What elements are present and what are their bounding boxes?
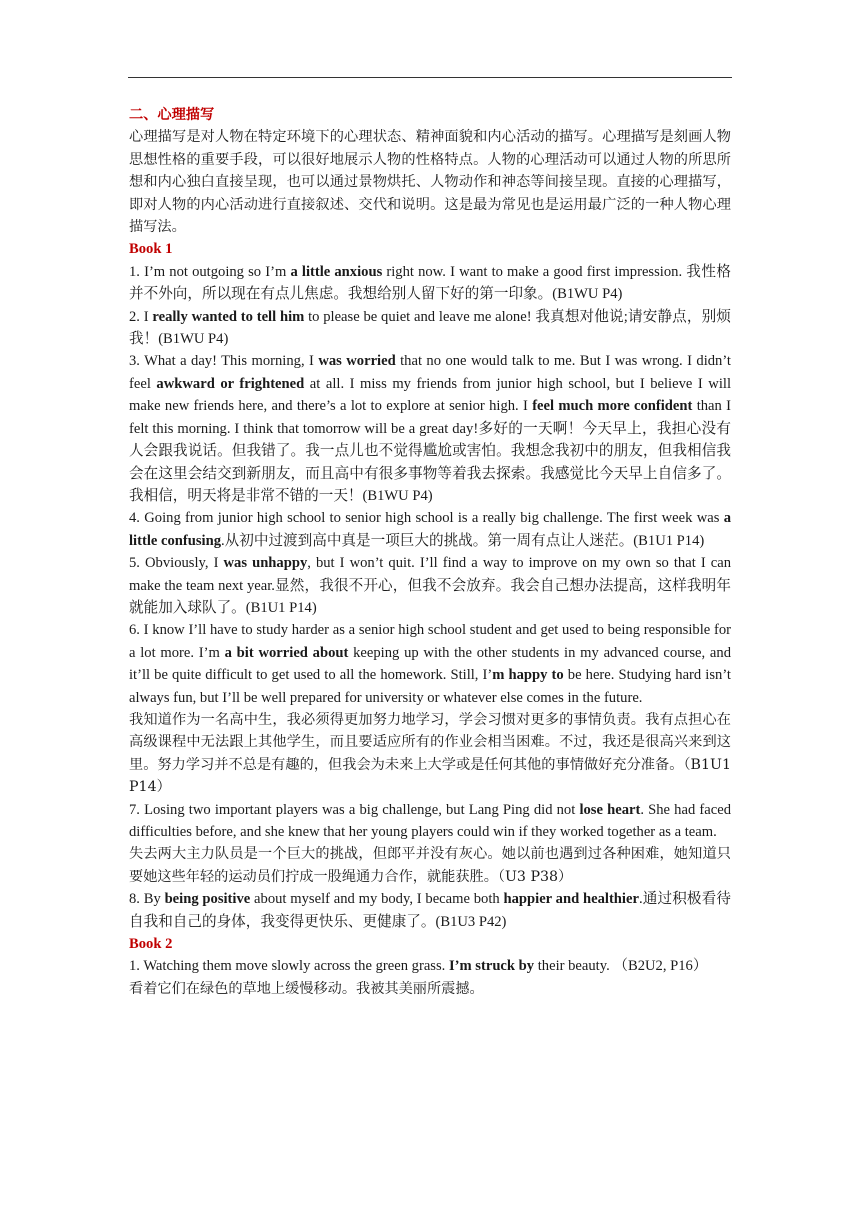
book2-item-1: 1. Watching them move slowly across the green grass. I’m struck by their beauty. （B2U2, P16） [129, 958, 708, 975]
book1-item-1: 1. I’m not outgoing so I’m a little anxious right now. I want to make a good first impression. 我性格并不外向，所以现在有点儿焦虑。我想给别人留下好的第一印象。(B1WU P4) [129, 263, 731, 303]
book1-item-8: 8. By being positive about myself and my body, I became both happier and healthier.通过积极看待自我和自己的身体，我变得更快乐、更健康了。(B1U3 P42) [129, 891, 732, 930]
header-rule [128, 77, 732, 78]
book1-item-5: 5. Obviously, I was unhappy, but I won’t quit. I’ll find a way to improve on my own so that I can make the team next year.显然，我很不开心，但我不会放弃。我会自己想办法提高，这样我明年就能加入球队了。(B1U1 P14) [129, 555, 731, 616]
book1-item-7: 7. Losing two important players was a big challenge, but Lang Ping did not lose heart. She had faced difficulties before, and she knew that her young players could win if they worked together as a team. [129, 801, 731, 840]
book1-item-3: 3. What a day! This morning, I was worried that no one would talk to me. But I was wrong. I didn’t feel awkward or frightened at all. I miss my friends from junior high school, but I believe I will make new friends here, and there’s a lot to explore at senior high. I feel much more confident than I felt this morning. I think that tomorrow will be a great day!多好的一天啊！今天早上，我担心没有人会跟我说话。但我错了。我一点儿也不觉得尴尬或害怕。我想念我初中的朋友，但我相信我会在这里会结交到新朋友，而且高中有很多事物等着我去探索。我感觉比今天早上自信多了。我相信，明天将是非常不错的一天！(B1WU P4) [129, 353, 732, 504]
book1-item-6-translation: 我知道作为一名高中生，我必须得更加努力地学习，学会习惯对更多的事情负责。我有点担心在高级课程中无法跟上其他学生，而且要适应所有的作业会相当困难。不过，我还是很高兴来到这里。努力学习并不总是有趣的，但我会为未来上大学或是任何其他的事情做好充分准备。（B1U1 P14） [129, 711, 731, 796]
intro-paragraph: 心理描写是对人物在特定环境下的心理状态、精神面貌和内心活动的描写。心理描写是刻画人物思想性格的重要手段，可以很好地展示人物的性格特点。人物的心理活动可以通过人物的所思所想和内心独白直接呈现，也可以通过景物烘托、人物动作和神态等间接呈现。直接的心理描写，即对人物的内心活动进行直接叙述、交代和说明。这是最为常见也是运用最广泛的一种人物心理描写法。 [129, 129, 731, 236]
book1-item-6: 6. I know I’ll have to study harder as a senior high school student and get used to being responsible for a lot more. I’m a bit worried about keeping up with the other students in my advanced course, and it’ll be quite difficult to get used to all the homework. Still, I’m happy to be here. Studying hard isn’t always fun, but I’ll be well prepared for university or whatever else comes in the future. [129, 622, 731, 706]
book2-heading: Book 2 [129, 936, 173, 953]
book1-item-4: 4. Going from junior high school to senior high school is a really big challenge. The first week was a little confusing.从初中过渡到高中真是一项巨大的挑战。第一周有点让人迷茫。(B1U1 P14) [129, 510, 731, 549]
book1-item-7-translation: 失去两大主力队员是一个巨大的挑战，但郎平并没有灰心。她以前也遇到过各种困难，她知道只要她这些年轻的运动员们拧成一股绳通力合作，就能获胜。（U3 P38） [129, 846, 731, 885]
book1-heading: Book 1 [129, 241, 173, 258]
document-body [129, 104, 731, 1000]
section-title: 二、心理描写 [129, 107, 215, 123]
book2-item-1-translation: 看着它们在绿色的草地上缓慢移动。我被其美丽所震撼。 [129, 980, 484, 997]
book1-item-2: 2. I really wanted to tell him to please be quiet and leave me alone! 我真想对他说;请安静点，别烦我！(B1WU P4) [129, 308, 731, 348]
